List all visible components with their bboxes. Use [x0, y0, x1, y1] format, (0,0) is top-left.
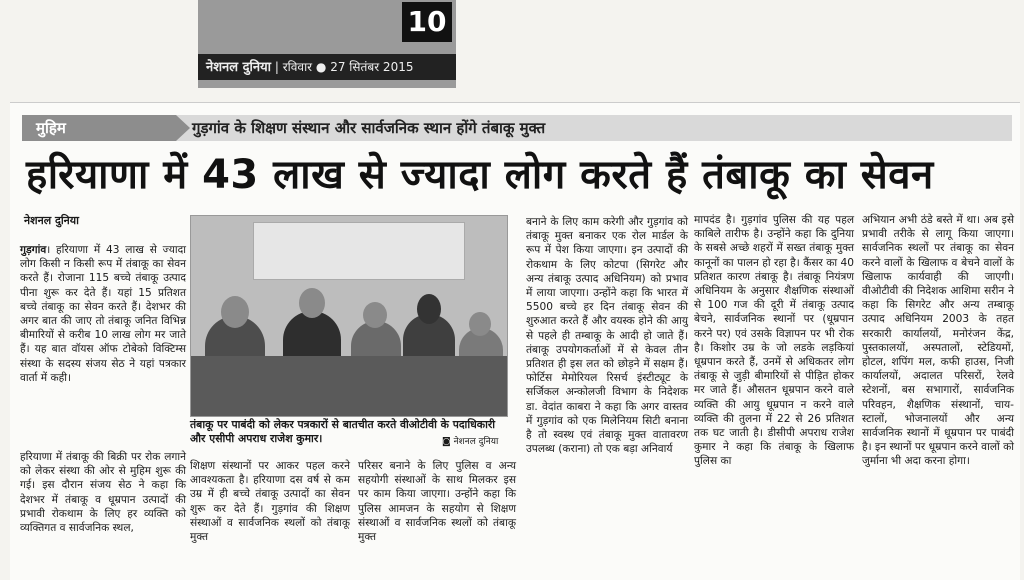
col5-text: मापदंड है। गुड़गांव पुलिस की यह पहल काबिले तारीफ है। उन्होंने कहा कि दुनिया के सबसे अच्छे शहरों में सख्त तंबाकू मुक्त कानूनों का पालन हो रहा है। कैंसर का 40 प्रतिशत कारण तंबाकू है। तंबाकू नियंत्रण अधिनियम के अनुसार शैक्षणिक संस्थाओं से 100 गज की दूरी में तंबाकू उत्पाद बेचने, सार्वजनिक स्थानों पर (धूम्रपान करने पर) एवं उसके विज्ञापन पर भी रोक है। किशोर उम्र के जो लडके लड़कियां धूम्रपान करते हैं, उनमें से अधिकतर लोग तंबाकू से जुड़ी बीमारियों से पीड़ित होकर मर जाते हैं। औसतन धूम्रपान करने वाले व्यक्ति की आयु धूम्रपान न करने वाले व्यक्ति की तुलना में 22 से 26 प्रतिशत तक घट जाती है। डीसीपी अपराध राजेश कुमार ने कहा कि तंबाकू के खिलाफ पुलिस का [694, 214, 854, 468]
photo-credit-text: नेशनल दुनिया [453, 437, 499, 447]
photo-backdrop-banner [253, 222, 465, 280]
col1-para-1: । हरियाणा में 43 लाख से ज्यादा लोग किसी न किसी रूप में तंबाकू का सेवन करते हैं। रोजाना 115 बच्चे तंबाकू उत्पाद पीना शुरू कर देते हैं। यहां 15 प्रतिशत बच्चे तंबाकू का सेवन करते हैं। देशभर की अगर बात की जाए तो तंबाकू जनित विभिन्न बीमारियों से करीब 10 लाख लोग मर जाते हैं। यह बात वॉयस ऑफ टोबेको विक्टिम्स संस्था के सदस्य संजय सेठ ने यहां पत्रकार वार्ता में कही। [20, 244, 186, 384]
press-conference-photo [190, 215, 508, 417]
kicker-bar [22, 115, 1012, 141]
issue-day: रविवार [282, 60, 313, 74]
column-2 [190, 459, 350, 544]
photo-person-head [363, 302, 387, 328]
photo-caption: तंबाकू पर पाबंदी को लेकर पत्रकारों से बातचीत करते वीओटीवी के पदाधिकारी और एसीपी अपराध राजेश कुमार। [190, 418, 496, 445]
column-1-top [20, 243, 186, 385]
dateline: गुड़गांव [20, 244, 47, 256]
col1-para-2: हरियाणा में तंबाकू की बिक्री पर रोक लगाने को लेकर संस्था की ओर से मुहिम शुरू की गई। इस दौरान संजय सेठ ने कहा कि देशभर में तंबाकू व धूम्रपान उत्पादों की प्रभावी रोकथाम के लिए हर व्यक्ति को व्यक्तिगत व सार्वजनिक स्थल, [20, 451, 186, 535]
photo-person-head [221, 296, 249, 328]
col3-text: परिसर बनाने के लिए पुलिस व अन्य सहयोगी संस्थाओं के साथ मिलकर इस पर काम किया जाएगा। उन्होंने कहा कि पुलिस आमजन के सहयोग से शिक्षण संस्थाओं व सार्वजनिक स्थलों को तंबाकू मुक्त [358, 460, 516, 544]
photo-table [191, 356, 507, 416]
issue-date: 27 सितंबर 2015 [330, 60, 414, 74]
photo-person-head [299, 288, 325, 318]
news-clipping [10, 102, 1020, 580]
section-kicker: मुहिम [22, 115, 176, 141]
article-headline: हरियाणा में 43 लाख से ज्यादा लोग करते हैं तंबाकू का सेवन [26, 152, 934, 198]
newspaper-masthead-strip [198, 0, 456, 88]
paper-name: नेशनल दुनिया [206, 60, 272, 75]
photo-person-head [469, 312, 491, 336]
column-3 [358, 459, 516, 544]
byline: नेशनल दुनिया [24, 214, 80, 227]
col4-text: बनाने के लिए काम करेगी और गुड़गांव को तंबाकू मुक्त बनाकर एक रोल मार्डल के रूप में पेश किया जाएगा। इन उत्पादों की रोकथाम के लिए कोटपा (सिगरेट और अन्य तंबाकू उत्पाद अधिनियम) को प्रभाव में लाया जाएगा। उन्होंने कहा कि भारत में 5500 बच्चे हर दिन तंबाकू सेवन की शुरुआत करते हैं और वयस्क होने की आयु से पहले ही तम्बाकू के आदी हो जाते हैं। तंबाकू उपयोगकर्ताओं में से केवल तीन प्रतिशत ही इस लत को छोड़ने में सक्षम हैं। फोर्टिस मेमोरियल रिसर्च इंस्टीट्यूट के सर्जिकल अन्कोलजी विभाग के निदेशक डा. वेदांत काबरा ने कहा कि अगर वास्तव में गुड़गांव को एक मिलेनियम सिटी बनाना है तो स्वस्थ एवं तंबाकू मुक्त वातावरण उपलब्ध (कराना) तो एक बड़ा अनिवार्य [526, 216, 688, 456]
column-6 [862, 213, 1014, 469]
page-number: 10 [402, 2, 452, 42]
article-subhead: गुड़गांव के शिक्षण संस्थान और सार्वजनिक स्थान होंगे तंबाकू मुक्त [192, 119, 546, 137]
column-1-bottom [20, 450, 186, 535]
photo-person-head [417, 294, 441, 324]
column-5 [694, 213, 854, 469]
column-4 [526, 215, 688, 456]
col6-text: अभियान अभी ठंडे बस्ते में था। अब इसे प्रभावी तरीके से लागू किया जाएगा। सार्वजनिक स्थलों पर तंबाकू का सेवन करने वालों के खिलाफ व बेचने वालों के खिलाफ कार्यवाही की जाएगी। वीओटीवी की निदेशक आशिमा सरीन ने कहा कि सिगरेट और अन्य तम्बाकू उत्पाद अधिनियम 2003 के तहत सरकारी कार्यालयों, मनोरंजन केंद्र, पुस्तकालयों, अस्पतालों, स्टेडियमों, होटल, शपिंग मल, कफी हाउस, निजी कार्यालयों, अदालत परिसरों, रेलवे स्टेशनों, बस सभागारों, सार्वजनिक परिवहन, शैक्षणिक संस्थानों, चाय-स्टालों, भोजनालयों और अन्य सार्वजनिक स्थानों में धूम्रपान पर पाबंदी है। इन स्थानों पर धूम्रपान करने वालों को जुर्माना भी अदा करना होगा। [862, 214, 1014, 468]
masthead-info: नेशनल दुनिया | रविवार ● 27 सितंबर 2015 [198, 54, 456, 80]
col2-text: शिक्षण संस्थानों पर आकर पहल करने आवश्यकता है। हरियाणा दस वर्ष से कम उम्र में ही बच्चे तंबाकू उत्पादों का सेवन शुरू कर देते हैं। गुड़गांव की शिक्षण संस्थाओं व सार्वजनिक स्थलों को तंबाकू मुक्त [190, 460, 350, 544]
photo-credit: ◙ नेशनल दुनिया [442, 437, 499, 447]
